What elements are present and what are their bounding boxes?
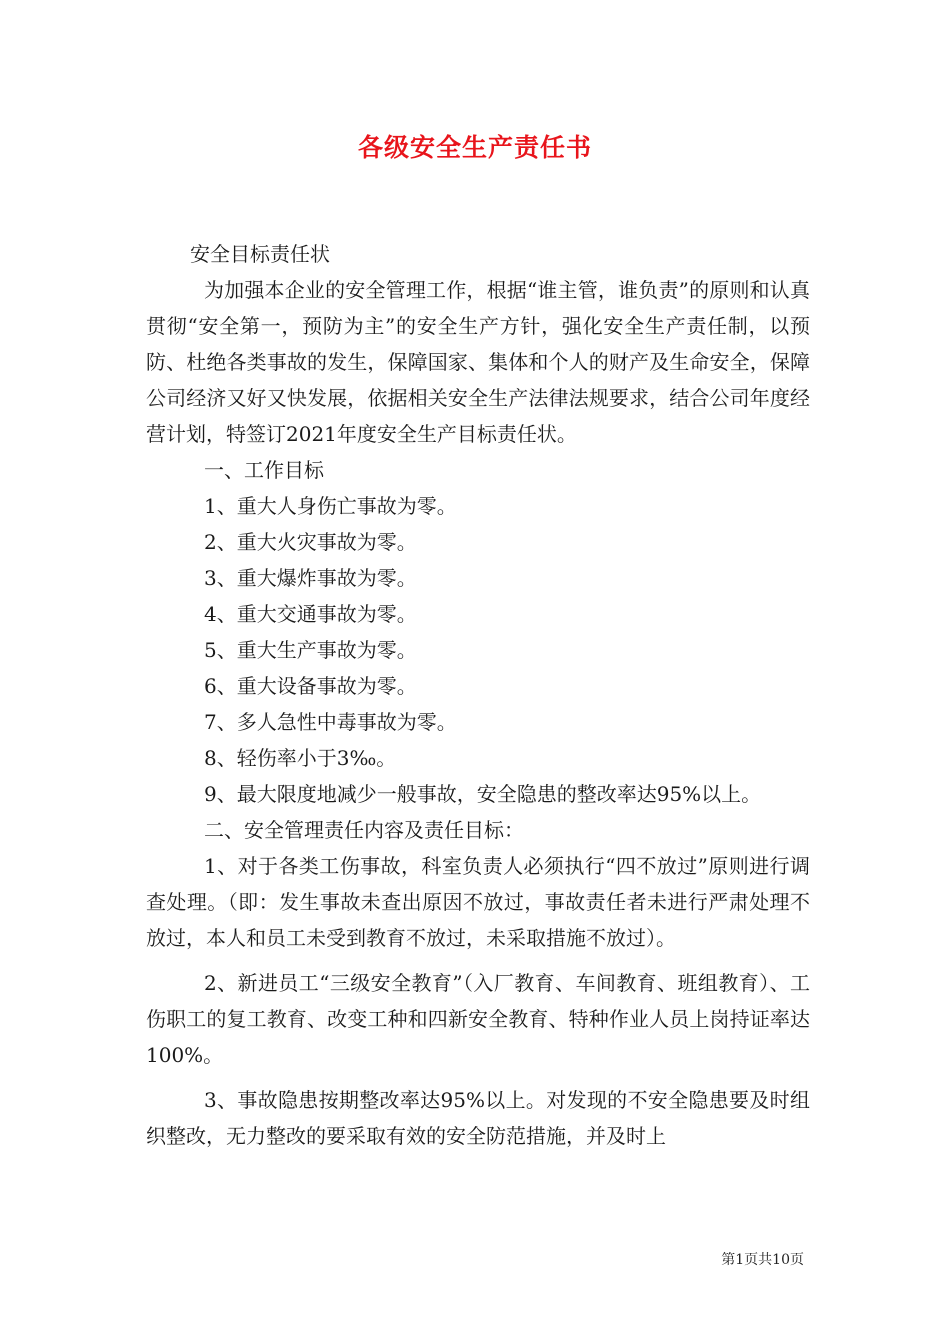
body-paragraph: 1、对于各类工伤事故，科室负责人必须执行“四不放过”原则进行调查处理。（即：发生事故未查出原因不放过，事故责任者未进行严肃处理不放过，本人和员工未受到教育不放过，未采取措施不放过）。: [146, 854, 810, 950]
list-item: 8、轻伤率小于3‰。: [204, 746, 397, 770]
document-body: [146, 236, 810, 1154]
list-item: 2、重大火灾事故为零。: [204, 530, 417, 554]
list-item: 5、重大生产事故为零。: [204, 638, 417, 662]
section-heading: 一、工作目标: [204, 458, 324, 482]
page-footer: 第1页共10页: [721, 1252, 804, 1268]
list-item: 7、多人急性中毒事故为零。: [204, 710, 457, 734]
page-title: 各级安全生产责任书: [357, 133, 592, 162]
section-heading: 安全目标责任状: [190, 242, 330, 266]
body-paragraph: 2、新进员工“三级安全教育”（入厂教育、车间教育、班组教育）、工伤职工的复工教育、改变工种和四新安全教育、特种作业人员上岗持证率达100%。: [146, 971, 810, 1067]
list-item: 9、最大限度地减少一般事故，安全隐患的整改率达95%以上。: [204, 782, 762, 806]
list-item: 6、重大设备事故为零。: [204, 674, 417, 698]
intro-paragraph: 为加强本企业的安全管理工作，根据“谁主管，谁负责”的原则和认真贯彻“安全第一，预防为主”的安全生产方针，强化安全生产责任制，以预防、杜绝各类事故的发生，保障国家、集体和个人的财产及生命安全，保障公司经济又好又快发展，依据相关安全生产法律法规要求，结合公司年度经营计划，特签订2021年度安全生产目标责任状。: [146, 278, 810, 446]
section-heading: 二、安全管理责任内容及责任目标：: [204, 818, 524, 842]
body-paragraph: 3、事故隐患按期整改率达95%以上。对发现的不安全隐患要及时组织整改，无力整改的要采取有效的安全防范措施，并及时上: [146, 1088, 810, 1148]
list-item: 3、重大爆炸事故为零。: [204, 566, 417, 590]
list-item: 4、重大交通事故为零。: [204, 602, 417, 626]
list-item: 1、重大人身伤亡事故为零。: [204, 494, 457, 518]
